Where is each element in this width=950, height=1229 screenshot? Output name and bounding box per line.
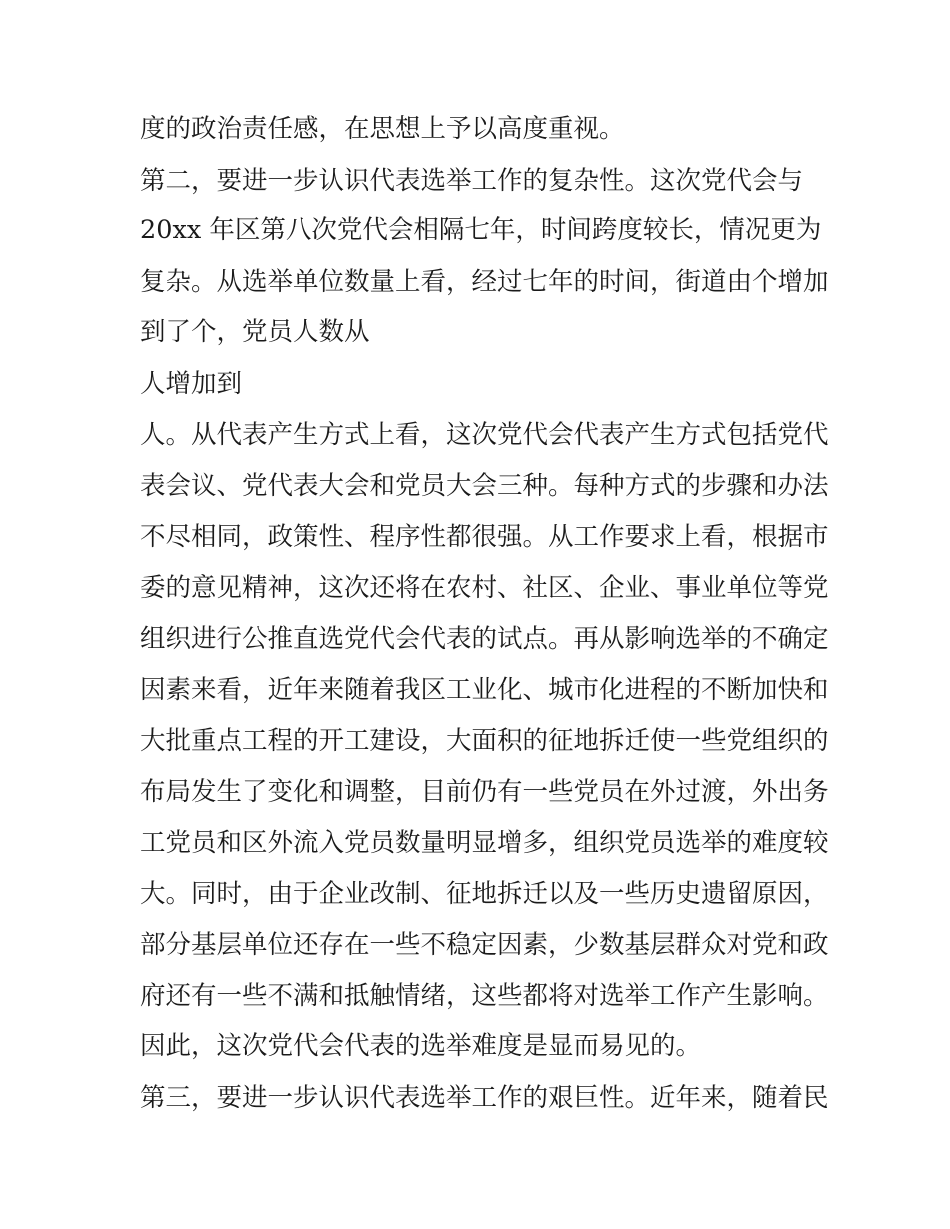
text-line: 度的政治责任感，在思想上予以高度重视。 — [140, 114, 625, 144]
text-line: 委的意见精神，这次还将在农村、社区、企业、事业单位等党 — [140, 573, 829, 603]
text-line: 20xx 年区第八次党代会相隔七年，时间跨度较长，情况更为 — [140, 215, 822, 245]
text-line: 第二，要进一步认识代表选举工作的复杂性。这次党代会与 — [140, 166, 804, 196]
text-line: 复杂。从选举单位数量上看，经过七年的时间，街道由个增加 — [140, 267, 829, 297]
text-line: 人。从代表产生方式上看，这次党代会代表产生方式包括党代 — [140, 420, 829, 450]
text-line: 部分基层单位还存在一些不稳定因素，少数基层群众对党和政 — [140, 930, 829, 960]
text-line: 组织进行公推直选党代会代表的试点。再从影响选举的不确定 — [140, 624, 829, 654]
text-line: 因素来看，近年来随着我区工业化、城市化进程的不断加快和 — [140, 675, 829, 705]
text-line: 表会议、党代表大会和党员大会三种。每种方式的步骤和办法 — [140, 471, 829, 501]
text-line: 人增加到 — [140, 369, 243, 399]
text-line: 到了个，党员人数从 — [140, 317, 370, 347]
text-line: 因此，这次党代会代表的选举难度是显而易见的。 — [140, 1031, 702, 1061]
text-line: 第三，要进一步认识代表选举工作的艰巨性。近年来，随着民 — [140, 1083, 829, 1113]
text-line: 不尽相同，政策性、程序性都很强。从工作要求上看，根据市 — [140, 522, 829, 552]
text-line: 大。同时，由于企业改制、征地拆迁以及一些历史遗留原因， — [140, 879, 829, 909]
text-line: 大批重点工程的开工建设，大面积的征地拆迁使一些党组织的 — [140, 726, 829, 756]
text-line: 工党员和区外流入党员数量明显增多，组织党员选举的难度较 — [140, 828, 829, 858]
text-line: 布局发生了变化和调整，目前仍有一些党员在外过渡，外出务 — [140, 777, 829, 807]
text-line: 府还有一些不满和抵触情绪，这些都将对选举工作产生影响。 — [140, 981, 829, 1011]
